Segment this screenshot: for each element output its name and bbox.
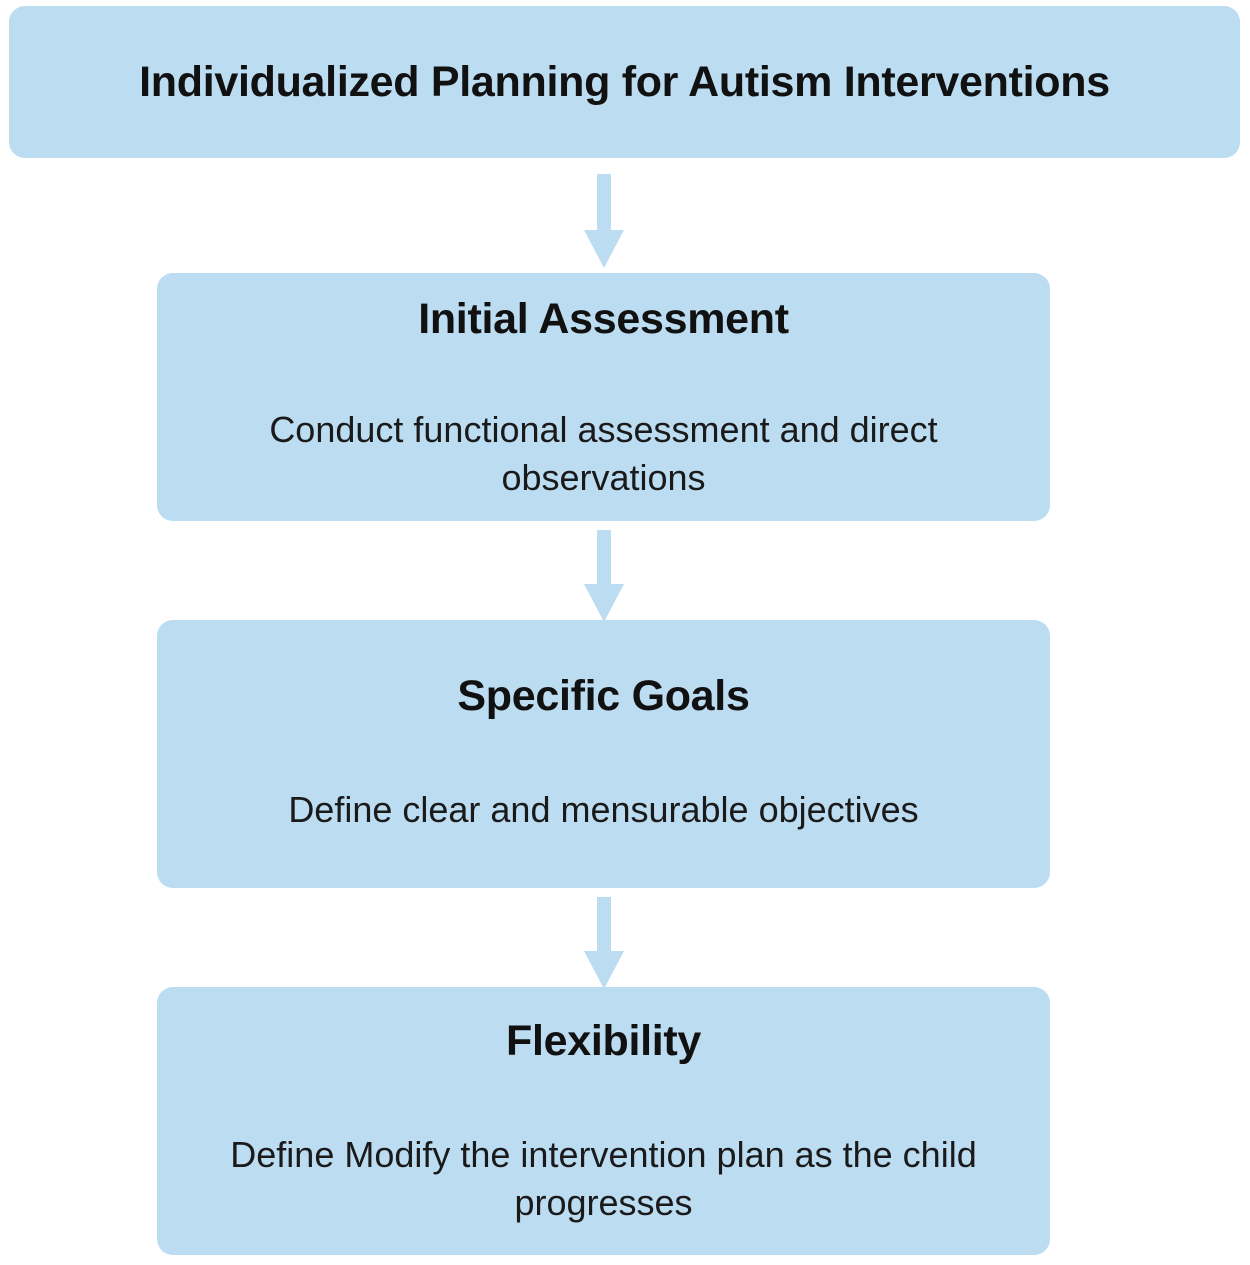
- step-box-flexibility: [157, 987, 1050, 1255]
- step-description: Define Modify the intervention plan as the child progresses: [230, 1134, 977, 1223]
- step-box-specific-goals: [157, 620, 1050, 888]
- down-arrow-icon: [582, 174, 626, 270]
- step-heading: Flexibility: [505, 1017, 702, 1065]
- step-description: Define clear and mensurable objectives: [288, 789, 919, 830]
- diagram-title: Individualized Planning for Autism Interventions: [139, 57, 1110, 106]
- down-arrow-icon: [582, 530, 626, 626]
- step-box-initial-assessment: [157, 273, 1050, 521]
- step-description: Conduct functional assessment and direct observations: [269, 409, 938, 498]
- step-heading: Specific Goals: [457, 672, 750, 720]
- step-heading: Initial Assessment: [418, 295, 789, 343]
- down-arrow-icon: [582, 897, 626, 993]
- title-box: [9, 6, 1240, 158]
